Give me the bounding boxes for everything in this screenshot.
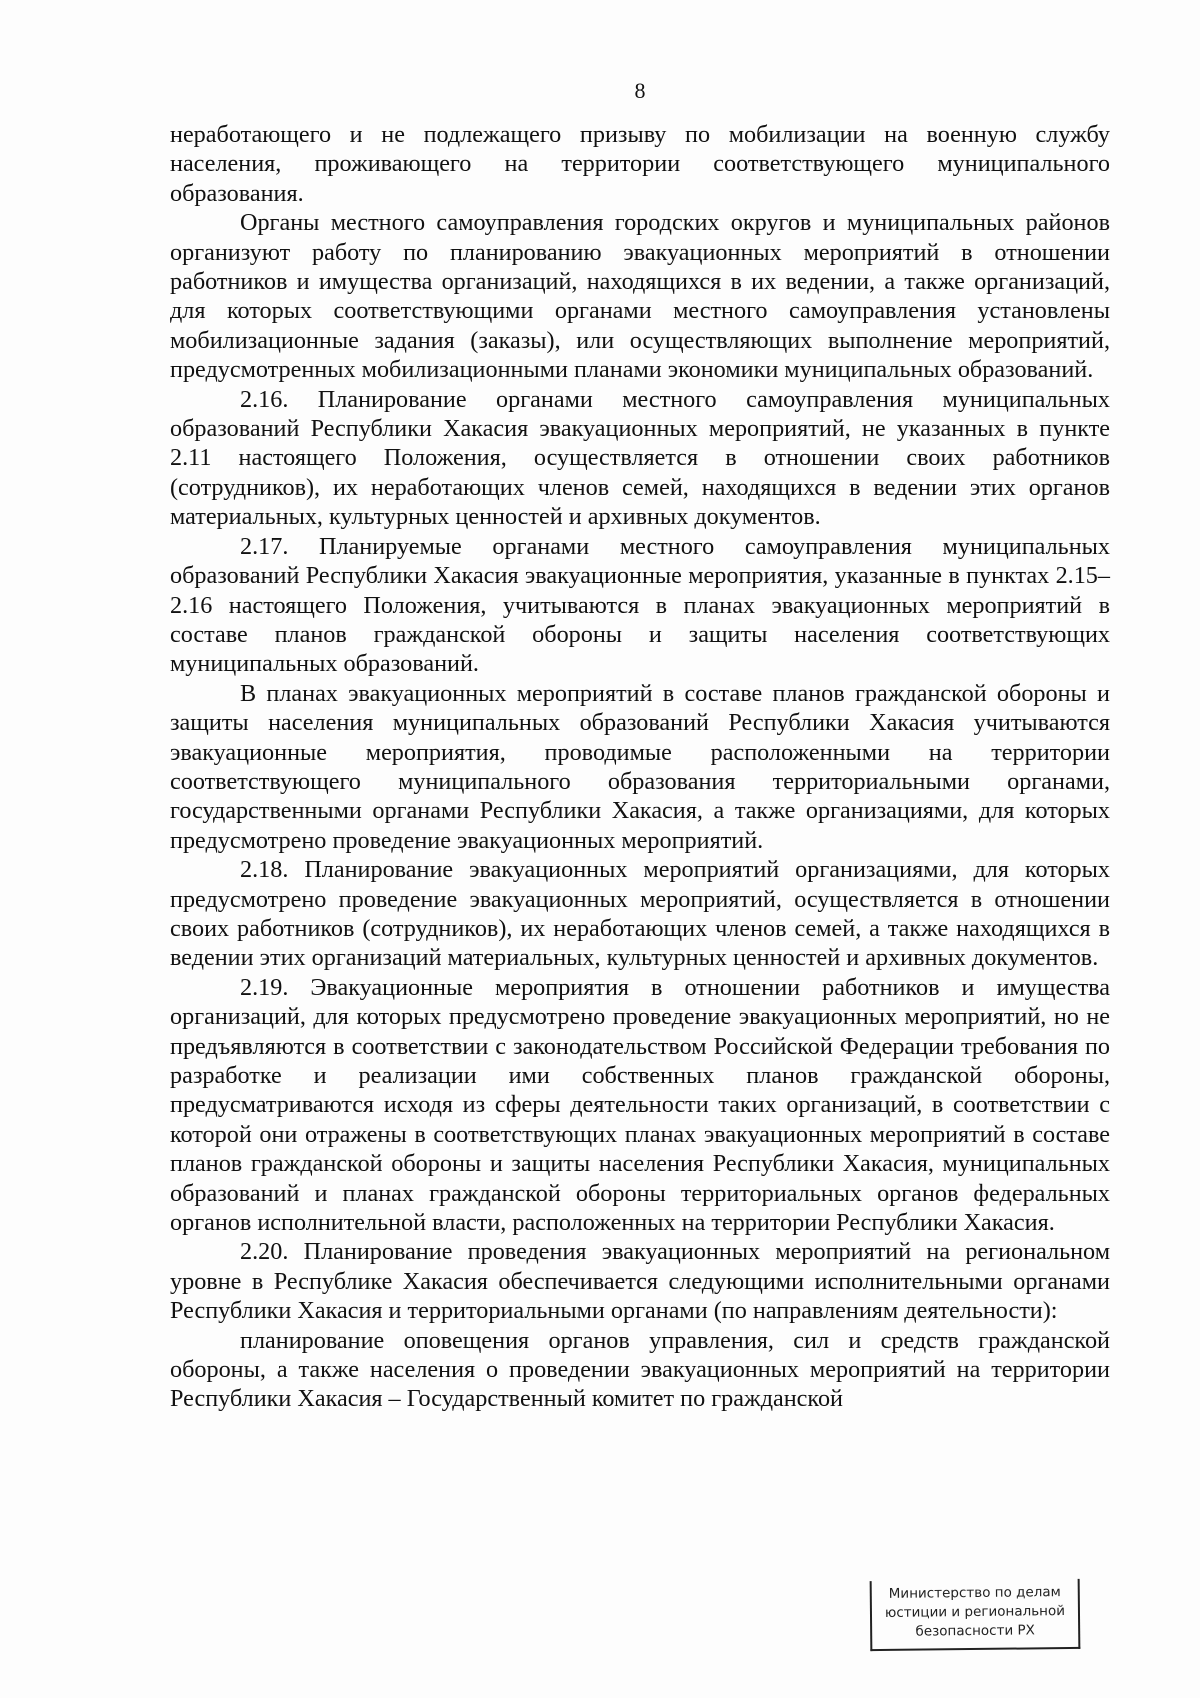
document-body — [170, 120, 1110, 1414]
paragraph: 2.18. Планирование эвакуационных мероприятий организациями, для которых предусмотрено проведение эвакуационных мероприятий, осуществляется в отношении своих работников (сотрудников), их неработающих членов семей, а также находящихся в ведении этих организаций материальных, культурных ценностей и архивных документов. — [170, 856, 1110, 972]
paragraph: 2.19. Эвакуационные мероприятия в отношении работников и имущества организаций, для которых предусмотрено проведение эвакуационных мероприятий, но не предъявляются в соответствии с законодательством Российской Федерации требования по разработке и реализации ими собственных планов гражданской обороны, предусматриваются исходя из сферы деятельности таких организаций, в соответствии с которой они отражены в соответствующих планах эвакуационных мероприятий в составе планов гражданской обороны и защиты населения Республики Хакасия, муниципальных образований и планах гражданской обороны территориальных органов федеральных органов исполнительной власти, расположенных на территории Республики Хакасия. — [170, 973, 1110, 1237]
paragraph: 2.16. Планирование органами местного самоуправления муниципальных образований Республики Хакасия эвакуационных мероприятий, не указанных в пункте 2.11 настоящего Положения, осуществляется в отношении своих работников (сотрудников), их неработающих членов семей, находящихся в ведении этих органов материальных, культурных ценностей и архивных документов. — [170, 385, 1110, 531]
paragraph: 2.17. Планируемые органами местного самоуправления муниципальных образований Республики Хакасия эвакуационные мероприятия, указанные в пунктах 2.15–2.16 настоящего Положения, учитываются в планах эвакуационных мероприятий в составе планов гражданской обороны и защиты населения соответствующих муниципальных образований. — [170, 532, 1110, 678]
page-number: 8 — [634, 78, 646, 103]
stamp-line-3: безопасности РХ — [915, 1622, 1035, 1640]
paragraph: 2.20. Планирование проведения эвакуационных мероприятий на региональном уровне в Республике Хакасия обеспечивается следующими исполнительными органами Республики Хакасия и территориальными органами (по направлениям деятельности): — [170, 1238, 1110, 1325]
paragraph: В планах эвакуационных мероприятий в составе планов гражданской обороны и защиты населения муниципальных образований Республики Хакасия учитываются эвакуационные мероприятия, проводимые расположенными на территории соответствующего муниципального образования территориальными органами, государственными органами Республики Хакасия, а также организациями, для которых предусмотрено проведение эвакуационных мероприятий. — [170, 679, 1110, 854]
stamp-line-1: Министерство по делам — [888, 1584, 1061, 1602]
paragraph: неработающего и не подлежащего призыву по мобилизации на военную службу населения, проживающего на территории соответствующего муниципального образования. — [170, 121, 1110, 207]
paragraph: планирование оповещения органов управления, сил и средств гражданской обороны, а также населения о проведении эвакуационных мероприятий на территории Республики Хакасия – Государственный комитет по гражданской — [170, 1326, 1110, 1413]
registration-stamp — [870, 1579, 1081, 1651]
paragraph: Органы местного самоуправления городских округов и муниципальных районов организуют работу по планированию эвакуационных мероприятий в отношении работников и имущества организаций, находящихся в их ведении, а также организаций, для которых соответствующими органами местного самоуправления установлены мобилизационные задания (заказы), или осуществляющих выполнение мероприятий, предусмотренных мобилизационными планами экономики муниципальных образований. — [170, 209, 1110, 384]
stamp-line-2: юстиции и региональной — [884, 1603, 1066, 1621]
